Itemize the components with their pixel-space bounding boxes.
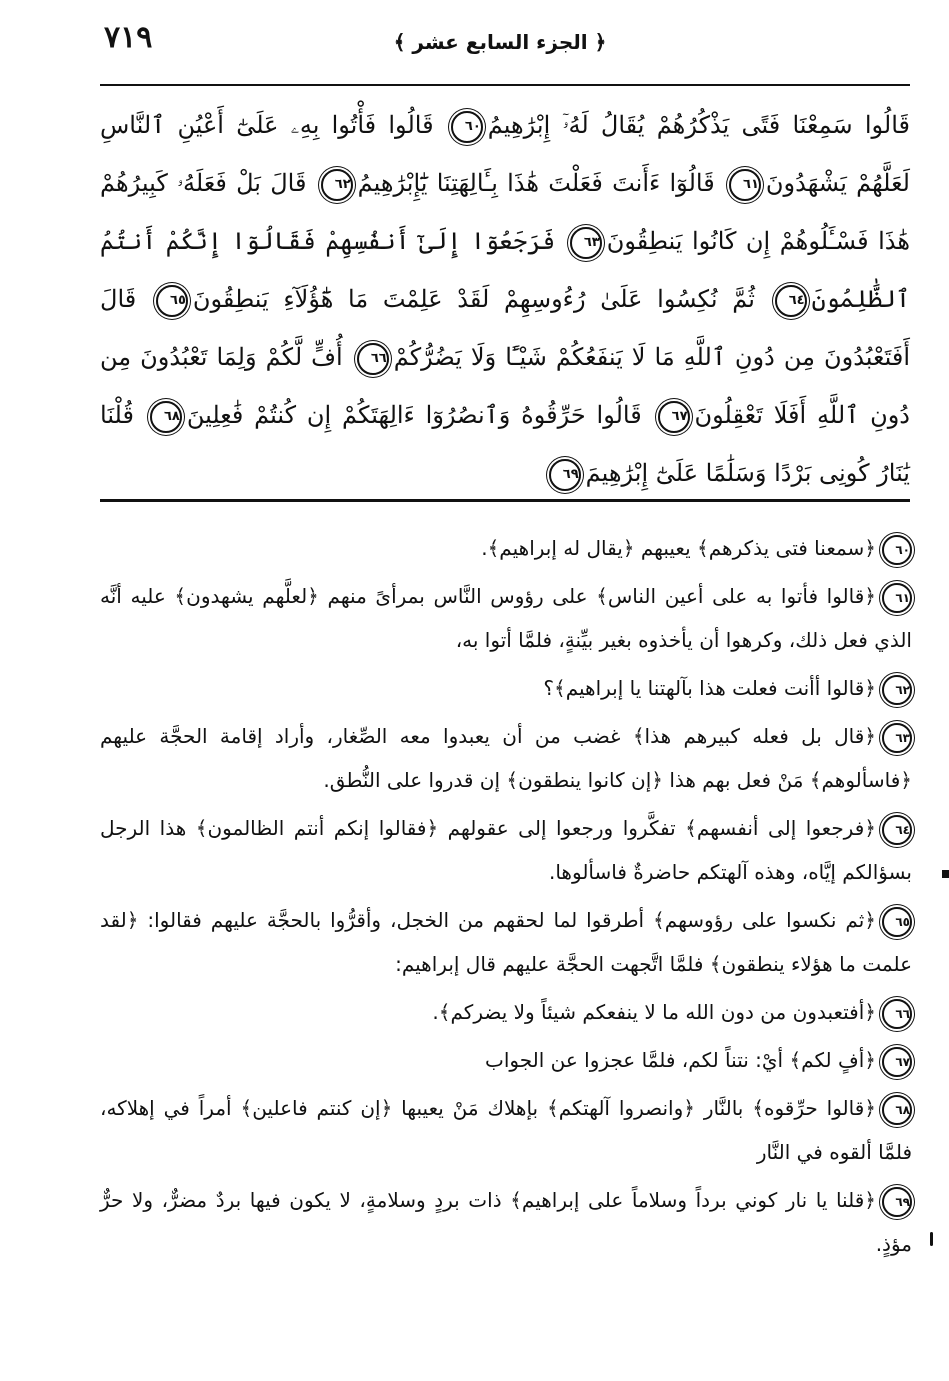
verse-number-marker: ٦٥ — [882, 907, 912, 937]
ayah-number-marker: ٦٧ — [658, 401, 690, 433]
verse-number-marker: ٦٨ — [882, 1095, 912, 1125]
tafsir-entry — [100, 1178, 912, 1266]
verse-number-marker: ٦٩ — [882, 1187, 912, 1217]
ayah-number-marker: ٦١ — [729, 169, 761, 201]
tafsir-text: ﴿أفتعبدون من دون الله ما لا ينفعكم شيئاً ولا يضركم﴾. — [432, 1000, 876, 1024]
tafsir-entry — [100, 806, 912, 894]
verse-number-marker: ٦١ — [882, 583, 912, 613]
margin-mark — [942, 870, 949, 878]
tafsir-entry — [100, 574, 912, 662]
ayah-text: قَالَ أَفَتَعْبُدُونَ مِن دُونِ ٱللَّهِ مَا لَا يَنفَعُكُمْ شَيْـًٔا وَلَا يَضُرُّكُمْ — [100, 285, 910, 371]
ayah-text: قَالُوا سَمِعْنَا فَتًى يَذْكُرُهُمْ يُقَالُ لَهُۥٓ إِبْرَٰهِيمُ — [487, 111, 910, 139]
ayah-number-marker: ٦٥ — [156, 285, 188, 317]
verse-number-marker: ٦٠ — [882, 535, 912, 565]
ayah-62 — [316, 169, 715, 197]
ayah-number-marker: ٦٠ — [451, 111, 483, 143]
tafsir-entry — [100, 1038, 912, 1082]
tafsir-entry — [100, 526, 912, 570]
ayah-number-marker: ٦٣ — [570, 227, 602, 259]
tafsir-entry — [100, 714, 912, 802]
tafsir-commentary — [100, 526, 912, 1270]
ayah-text: قَالُوا فَأْتُوا بِهِۦ عَلَىٰٓ أَعْيُنِ ٱلنَّاسِ لَعَلَّهُمْ يَشْهَدُونَ — [100, 111, 910, 197]
tafsir-entry — [100, 666, 912, 710]
tafsir-entry — [100, 1086, 912, 1174]
tafsir-entry — [100, 898, 912, 986]
ayah-text: أُفٍّ لَّكُمْ وَلِمَا تَعْبُدُونَ مِن دُونِ ٱللَّهِ أَفَلَا تَعْقِلُونَ — [100, 343, 910, 429]
margin-mark — [930, 1232, 933, 1246]
tafsir-text: ﴿قال بل فعله كبيرهم هذا﴾ غضب من أن يعبدوا معه الصِّغار، وأراد إقامة الحجَّة عليهم ﴿فاسألوهم﴾ مَنْ فعل بهم هذا ﴿إن كانوا ينطقون﴾ إن قدروا على النُّطق. — [100, 724, 912, 792]
ayah-text: قُلْنَا يَٰنَارُ كُونِى بَرْدًا وَسَلَٰمًا عَلَىٰٓ إِبْرَٰهِيمَ — [100, 401, 910, 487]
ayah-text: قَالُوٓا ءَأَنتَ فَعَلْتَ هَٰذَا بِـَٔالِهَتِنَا يَٰٓإِبْرَٰهِيمُ — [357, 169, 715, 197]
ayah-text: قَالُوا حَرِّقُوهُ وَٱنصُرُوٓا ءَالِهَتَكُمْ إِن كُنتُمْ فَٰعِلِينَ — [186, 401, 642, 429]
verse-number-marker: ٦٧ — [882, 1047, 912, 1077]
section-divider — [100, 499, 910, 502]
tafsir-text: ﴿أفٍ لكم﴾ أيْ: نتناً لكم، فلمَّا عجزوا عن الجواب — [485, 1048, 876, 1072]
tafsir-text: ﴿قالوا فأتوا به على أعين الناس﴾ على رؤوس النَّاس بمرأىً منهم ﴿لعلَّهم يشهدون﴾ عليه أنَّه الذي فعل ذلك، وكرهوا أن يأخذوه بغير بيِّنةٍ، فلمَّا أتوا به، — [100, 584, 912, 652]
tafsir-text: ﴿قالوا حرِّقوه﴾ بالنَّار ﴿وانصروا آلهتكم﴾ بإهلاك مَنْ يعيبها ﴿إن كنتم فاعلين﴾ أمراً في إهلاكه، فلمَّا ألقوه في النَّار — [100, 1096, 912, 1164]
tafsir-text: ﴿قالوا أأنت فعلت هذا بآلهتنا يا إبراهيم﴾؟ — [543, 676, 876, 700]
ayah-number-marker: ٦٦ — [357, 343, 389, 375]
ayah-number-marker: ٦٤ — [775, 285, 807, 317]
verse-number-marker: ٦٣ — [882, 723, 912, 753]
ayah-text: ثُمَّ نُكِسُوا عَلَىٰ رُءُوسِهِمْ لَقَدْ عَلِمْتَ مَا هَٰٓؤُلَآءِ يَنطِقُونَ — [192, 285, 755, 313]
ayah-65 — [151, 285, 755, 313]
ayah-60 — [446, 111, 910, 139]
running-header: ﴿ الجزء السابع عشر ﴾ — [393, 30, 607, 54]
tafsir-entry — [100, 990, 912, 1034]
page-number: ٧١٩ — [104, 20, 153, 55]
verse-number-marker: ٦٤ — [882, 815, 912, 845]
tafsir-text: ﴿فرجعوا إلى أنفسهم﴾ تفكَّروا ورجعوا إلى عقولهم ﴿فقالوا إنكم أنتم الظالمون﴾ هذا الرجل بسؤالكم إيَّاه، وهذه آلهتكم حاضرةٌ فاسألوها. — [100, 816, 912, 884]
ayah-number-marker: ٦٢ — [321, 169, 353, 201]
header-rule — [100, 84, 910, 86]
ayah-text: فَرَجَعُوٓا إِلَىٰٓ أَنفُسِهِمْ فَقَالُوٓا إِنَّكُمْ أَنتُمُ ٱلظَّٰلِمُونَ — [100, 227, 910, 313]
ayah-number-marker: ٦٩ — [549, 459, 581, 491]
verse-number-marker: ٦٢ — [882, 675, 912, 705]
tafsir-text: ﴿ثم نكسوا على رؤوسهم﴾ أطرقوا لما لحقهم من الخجل، وأقرُّوا بالحجَّة عليهم فقالوا: ﴿لقد علمت ما هؤلاء ينطقون﴾ فلمَّا اتَّجهت الحجَّة عليهم قال إبراهيم: — [100, 908, 912, 976]
tafsir-text: ﴿قلنا يا نار كوني برداً وسلاماً على إبراهيم﴾ ذات بردٍ وسلامةٍ، لا يكون فيها بردٌ مضرٌّ، ولا حرٌّ مؤذٍ. — [100, 1188, 912, 1256]
ayah-68 — [145, 401, 642, 429]
verse-number-marker: ٦٦ — [882, 999, 912, 1029]
tafsir-text: ﴿سمعنا فتى يذكرهم﴾ يعيبهم ﴿يقال له إبراهيم﴾. — [481, 536, 876, 560]
quran-text-block — [100, 96, 910, 502]
ayah-number-marker: ٦٨ — [150, 401, 182, 433]
ayah-text: قَالَ بَلْ فَعَلَهُۥ كَبِيرُهُمْ هَٰذَا فَسْـَٔلُوهُمْ إِن كَانُوا يَنطِقُونَ — [100, 169, 910, 255]
